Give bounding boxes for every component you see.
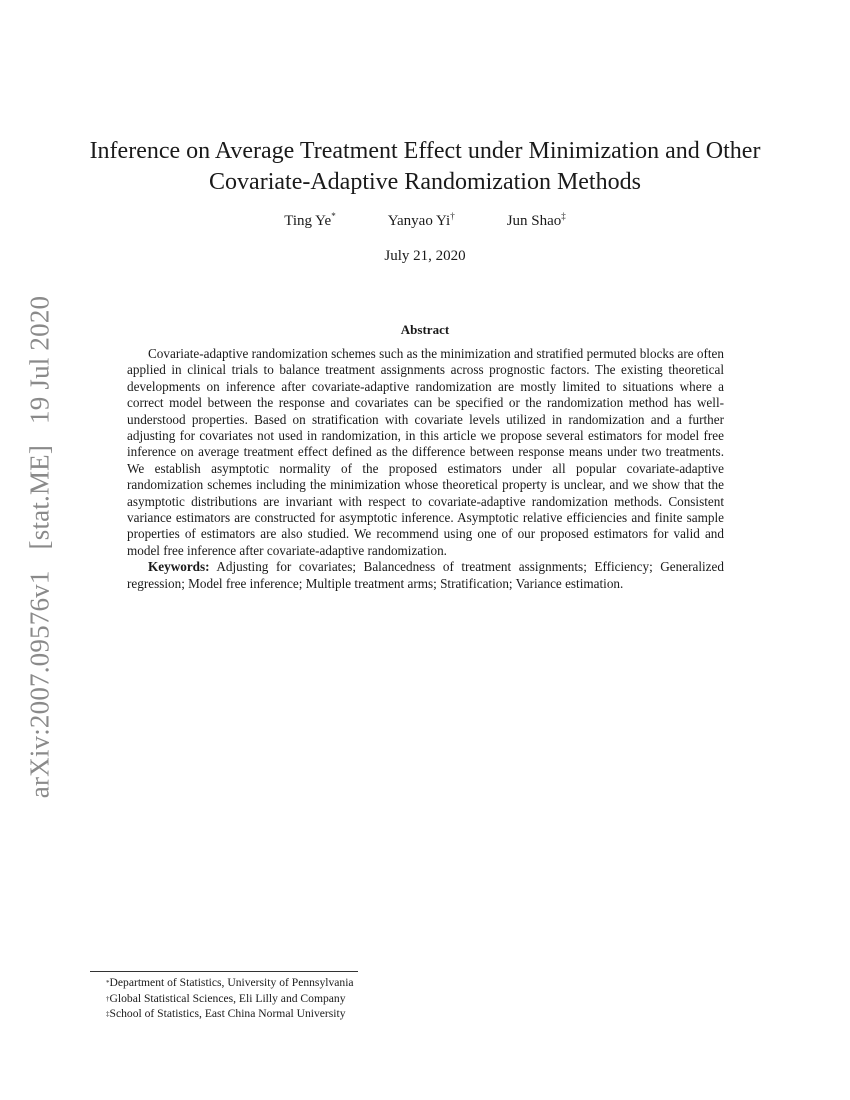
footnote <box>106 991 354 1007</box>
keywords <box>127 559 724 592</box>
arxiv-category: [stat.ME] <box>24 444 55 550</box>
footnote-mark: * <box>106 979 110 987</box>
footnote <box>106 975 354 991</box>
footnote-divider <box>90 971 358 972</box>
author-footnote-mark: † <box>450 211 455 221</box>
keywords-text: Adjusting for covariates; Balancedness of treatment assignments; Efficiency; Generalized regression; Model free inference; Multiple treatment arms; Stratification; Variance estimation. <box>127 559 724 591</box>
abstract <box>127 346 724 592</box>
footnote-mark: ‡ <box>106 1010 110 1019</box>
arxiv-date: 19 Jul 2020 <box>24 295 55 424</box>
author <box>284 213 336 230</box>
footnote-text: Global Statistical Sciences, Eli Lilly and Company <box>109 991 346 1005</box>
author-list <box>0 213 850 230</box>
arxiv-id: arXiv:2007.09576v1 <box>24 570 55 799</box>
author <box>388 213 455 230</box>
footnote-text: Department of Statistics, University of Pennsylvania <box>109 976 354 989</box>
author-footnote-mark: * <box>331 211 336 221</box>
keywords-label: Keywords: <box>148 559 210 575</box>
footnote <box>106 1006 354 1022</box>
author <box>507 213 566 230</box>
paper-title: Inference on Average Treatment Effect under Minimization and Other Covariate-Adaptive Randomization Methods <box>89 138 761 195</box>
footnote-mark: † <box>106 994 110 1003</box>
footnote-text: School of Statistics, East China Normal University <box>109 1007 346 1021</box>
author-name: Ting Ye <box>284 213 332 229</box>
abstract-body: Covariate-adaptive randomization schemes such as the minimization and stratified permuted blocks are often applied in clinical trials to balance treatment assignments across prognostic factors. The existing theoretical developments on inference after covariate-adaptive randomization are mostly limited to situations where a correct model between the response and covariates can be specified or the randomization method has well-understood properties. Based on stratification with covariate levels utilized in randomization and a further adjusting for covariates not used in randomization, in this article we propose several estimators for model free inference on average treatment effect defined as the difference between response means under two treatments. We establish asymptotic normality of the proposed estimators under all popular covariate-adaptive randomization schemes including the minimization whose theoretical property is unclear, and we show that the asymptotic distributions are invariant with respect to covariate-adaptive randomization methods. Consistent variance estimators are constructed for asymptotic inference. Asymptotic relative efficiencies and finite sample properties of estimators are also studied. We recommend using one of our proposed estimators for valid and model free inference after covariate-adaptive randomization. <box>127 346 724 558</box>
author-name: Yanyao Yi <box>387 213 451 229</box>
author-name: Jun Shao <box>506 213 562 229</box>
paper-date: July 21, 2020 <box>384 248 466 264</box>
abstract-heading: Abstract <box>400 322 450 337</box>
arxiv-stamp <box>25 282 56 798</box>
author-footnote-mark: ‡ <box>561 211 566 221</box>
footnotes <box>106 975 354 1022</box>
